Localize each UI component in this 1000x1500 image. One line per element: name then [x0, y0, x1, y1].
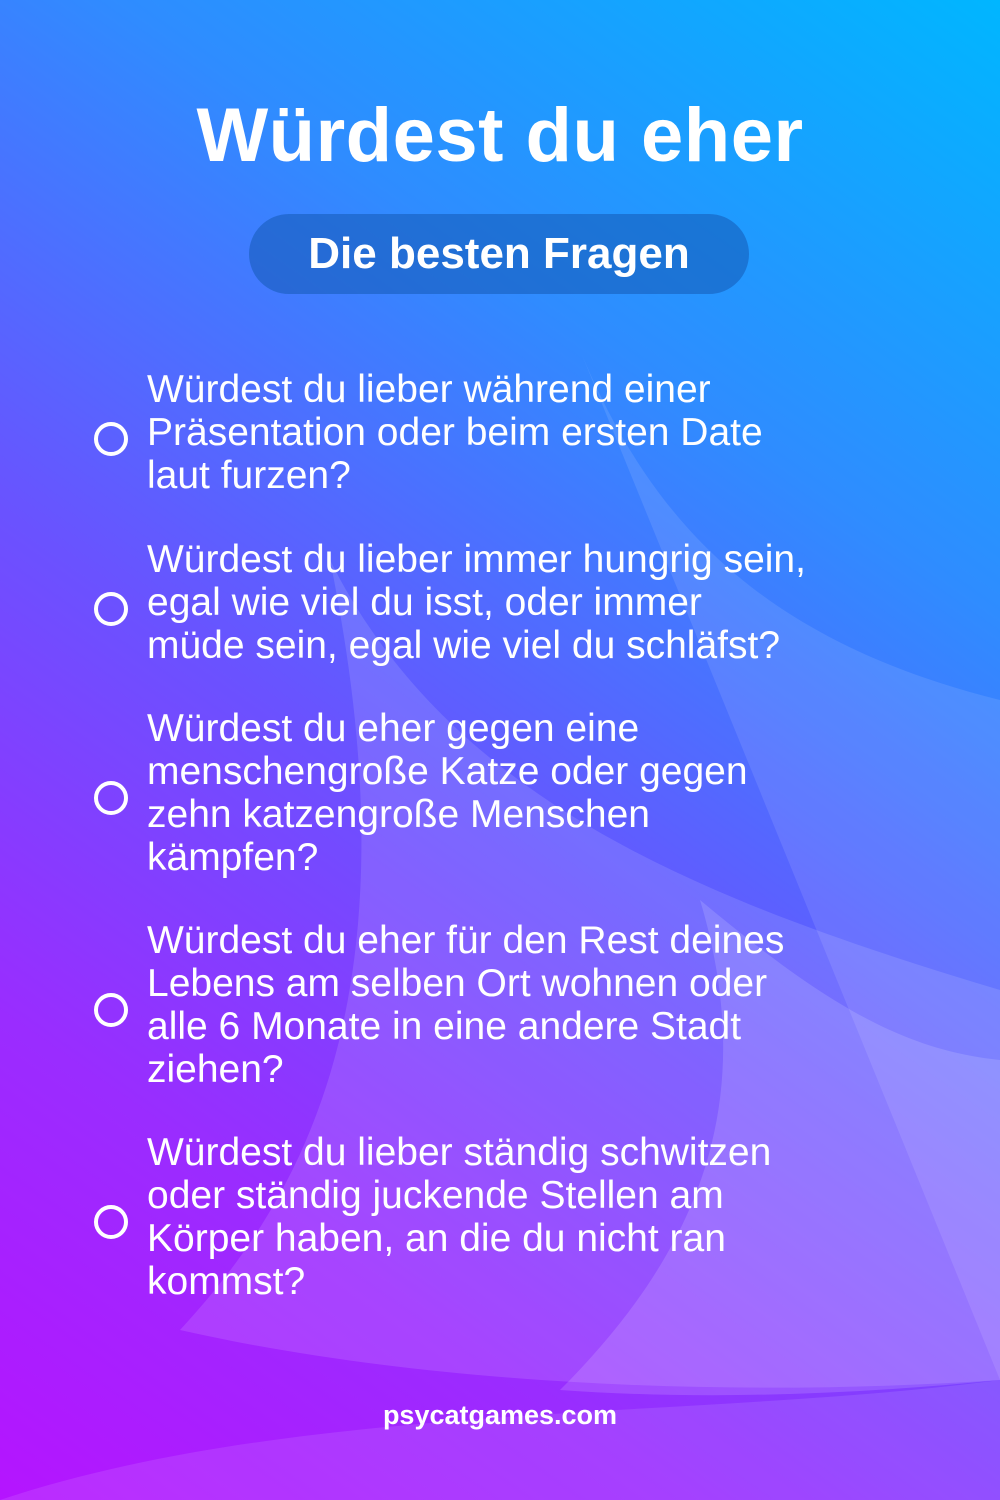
question-line: egal wie viel du isst, oder immer: [147, 581, 702, 624]
question-line: Würdest du lieber während einer: [147, 368, 711, 411]
question-line: alle 6 Monate in eine andere Stadt: [147, 1005, 742, 1048]
question-line: Körper haben, an die du nicht ran: [147, 1217, 726, 1260]
question-line: Würdest du eher gegen eine: [147, 707, 640, 750]
question-line: oder ständig juckende Stellen am: [147, 1174, 724, 1217]
subtitle-text: Die besten Fragen: [308, 229, 690, 278]
question-line: zehn katzengroße Menschen: [147, 793, 650, 836]
question-line: laut furzen?: [147, 454, 351, 497]
subtitle-badge: [249, 214, 749, 294]
footer-website-link[interactable]: psycatgames.com: [382, 1400, 618, 1430]
question-line: Würdest du eher für den Rest deines: [147, 919, 785, 962]
question-line: kommst?: [147, 1260, 306, 1303]
radio-circle-icon[interactable]: [94, 993, 128, 1027]
radio-circle-icon[interactable]: [94, 592, 128, 626]
page-title: Würdest du eher: [196, 93, 804, 178]
radio-circle-icon[interactable]: [94, 781, 128, 815]
question-line: müde sein, egal wie viel du schläfst?: [147, 624, 781, 667]
question-line: Präsentation oder beim ersten Date: [147, 411, 763, 454]
question-line: Lebens am selben Ort wohnen oder: [147, 962, 768, 1005]
question-line: menschengroße Katze oder gegen: [147, 750, 748, 793]
question-line: ziehen?: [147, 1048, 284, 1091]
radio-circle-icon[interactable]: [94, 1205, 128, 1239]
radio-circle-icon[interactable]: [94, 422, 128, 456]
question-line: kämpfen?: [147, 836, 319, 879]
question-line: Würdest du lieber ständig schwitzen: [147, 1131, 772, 1174]
question-line: Würdest du lieber immer hungrig sein,: [147, 538, 806, 581]
